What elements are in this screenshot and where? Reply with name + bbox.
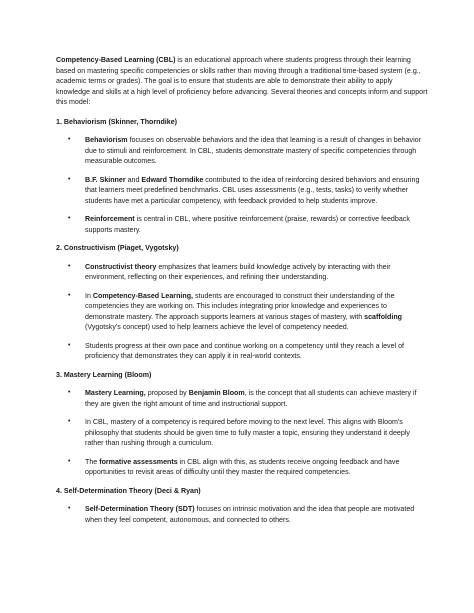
list-item — [68, 341, 428, 362]
body-text: and — [125, 175, 142, 184]
bold-term: Benjamin Bloom — [188, 389, 245, 397]
bold-term: Behaviorism — [85, 136, 128, 144]
body-text: in CBL align with this, as students receive ongoing feedback and have opportunities to revisit areas of difficulty until they master the required competencies. — [85, 457, 400, 476]
intro-term: Competency-Based Learning (CBL) — [56, 56, 176, 64]
body-text: students are encouraged to construct their understanding of the competencies they are working on. This includes integrating prior knowledge and experiences to demonstrate mastery. The approach supports learners at various stages of mastery, with — [85, 291, 395, 321]
bullet-icon: • — [68, 418, 71, 425]
body-text: In CBL, mastery of a competency is required before moving to the next level. This aligns with Bloom's philosophy that students should be given time to fully master a topic, ensuring they understand it deeply rather than rushing through a curriculum. — [85, 418, 410, 447]
bullet-icon: • — [68, 457, 71, 465]
bullet-icon: • — [68, 215, 71, 222]
section-self-determination — [56, 486, 428, 526]
list-item — [68, 417, 428, 449]
bullet-list — [56, 388, 428, 478]
bold-term: Reinforcement — [85, 215, 135, 223]
body-text: emphasizes that learners build knowledge actively by interacting with their environment, reflecting on their experiences, and refining their understanding. — [85, 262, 391, 281]
list-item — [68, 291, 428, 333]
body-text: focuses on observable behaviors and the idea that learning is a result of changes in behavior due to stimuli and reinforcement. In CBL, students demonstrate mastery of specific competencies through measurable outcomes. — [85, 136, 421, 165]
list-item — [68, 135, 428, 167]
list-item — [68, 262, 428, 283]
body-text: Students progress at their own pace and continue working on a competency until they reach a level of proficiency that demonstrates they can apply it in real-world contexts. — [85, 341, 405, 360]
body-text: (Vygotsky's concept) used to help learners achieve the level of competency needed. — [85, 323, 349, 331]
bullet-list — [56, 262, 428, 362]
bold-term: Self-Determination Theory (SDT) — [85, 505, 195, 513]
bold-term: Competency-Based Learning, — [92, 291, 194, 300]
bold-term: Constructivist theory — [85, 262, 157, 271]
body-text: The — [85, 457, 100, 466]
section-heading: 2. Constructivism (Piaget, Vygotsky) — [56, 244, 179, 252]
bold-term: scaffolding — [364, 312, 402, 321]
list-item — [68, 457, 428, 478]
section-heading: 1. Behaviorism (Skinner, Thorndike) — [56, 117, 178, 126]
section-mastery-learning — [56, 370, 428, 478]
body-text: In — [85, 291, 93, 300]
body-text: is central in CBL, where positive reinforcement (praise, rewards) or corrective feedback supports mastery. — [85, 215, 410, 234]
bold-term: Mastery Learning, — [85, 389, 146, 397]
body-text: contributed to the idea of reinforcing desired behaviors and ensuring that learners meet predefined benchmarks. CBL uses assessments (e.g., tests, tasks) to verify whether students have met a particular competency, with feedback provided to help students improve. — [85, 175, 420, 205]
body-text: focuses on intrinsic motivation and the idea that people are motivated when they feel competent, autonomous, and connected to others. — [85, 505, 415, 524]
bullet-icon: • — [68, 505, 71, 512]
section-heading: 4. Self-Determination Theory (Deci & Ryan) — [56, 486, 201, 495]
body-text: proposed by — [145, 389, 189, 397]
intro-paragraph — [56, 55, 428, 108]
section-heading: 3. Mastery Learning (Bloom) — [56, 370, 152, 379]
section-behaviorism — [56, 117, 428, 236]
list-item — [68, 175, 428, 207]
bullet-icon: • — [68, 136, 71, 143]
bold-term: Edward Thorndike — [141, 175, 204, 184]
list-item — [68, 214, 428, 235]
list-item — [68, 504, 428, 525]
intro-text: is an educational approach where students progress through their learning based on mastering specific competencies or skills rather than moving through a traditional time-based system (e.g., academic terms or grades). The goal is to ensure that students are able to demonstrate their ability to apply knowledge and skills at a high level of proficiency before advancing. Several theories and concepts inform and support this model: — [56, 56, 428, 106]
section-constructivism — [56, 243, 428, 362]
bullet-icon: • — [68, 389, 71, 396]
body-text: , is the concept that all students can achieve mastery if they are given the right amount of time and instructional support. — [85, 389, 417, 408]
bullet-list — [56, 135, 428, 235]
bullet-list — [56, 504, 428, 525]
bullet-icon: • — [68, 341, 71, 349]
list-item — [68, 388, 428, 409]
bold-term: B.F. Skinner — [85, 175, 126, 184]
bullet-icon: • — [68, 291, 71, 299]
bullet-icon: • — [68, 175, 71, 183]
bold-term: formative assessments — [99, 457, 178, 466]
bullet-icon: • — [68, 262, 71, 270]
